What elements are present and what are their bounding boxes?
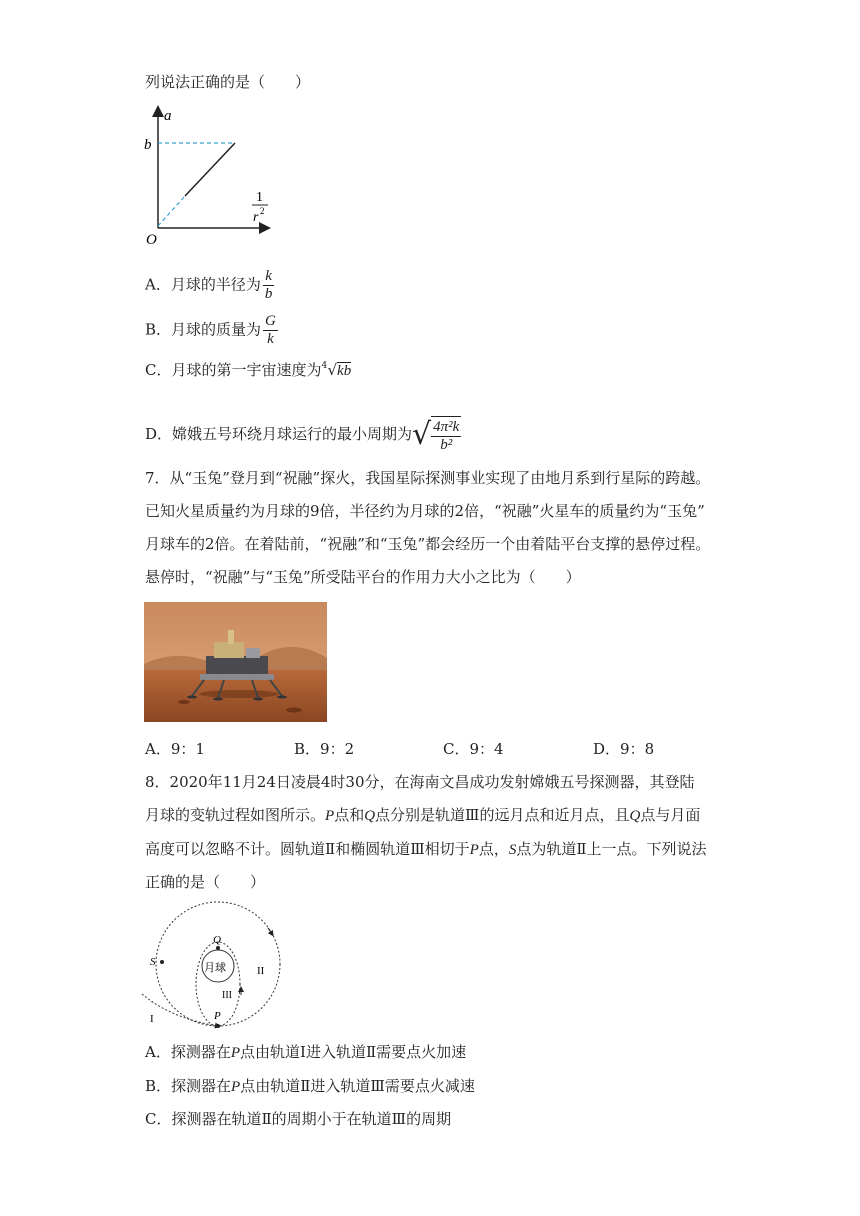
- b-label: b: [144, 137, 152, 153]
- origin-label: O: [146, 232, 157, 248]
- q7-line-2: 已知火星质量约为月球的9倍，半径约为月球的2倍，“祝融”火星车的质量约为“玉兔”: [145, 502, 705, 520]
- mars-rover-photo: [144, 602, 327, 722]
- orbit-ii-label: II: [257, 965, 265, 977]
- s-point-label: S: [150, 956, 156, 968]
- orbit-iii-label: III: [222, 990, 232, 1001]
- q6-stem-tail: 列说法正确的是（ ）: [145, 73, 311, 91]
- q8-line-1: 8．2020年11月24日凌晨4时30分，在海南文昌成功发射嫦娥五号探测器，其登陆: [145, 773, 695, 791]
- moon-label: 月球: [204, 962, 226, 974]
- graph-dashed-extension: [158, 196, 185, 226]
- x-label-numerator: 1: [256, 190, 263, 205]
- q8-line-4: 正确的是（ ）: [145, 873, 266, 891]
- q6-option-d: D．嫦娥五号环绕月球运行的最小周期为 √ $\frac{\text{4π²k}}{\text{b²}}$: [145, 417, 460, 453]
- q8-option-a: A．探测器在P点由轨道Ⅰ进入轨道Ⅱ需要点火加速: [145, 1043, 467, 1061]
- q8-option-c: C．探测器在轨道Ⅱ的周期小于在轨道Ⅲ的周期: [145, 1110, 452, 1128]
- q7-choice-b: B．9：2: [294, 740, 355, 758]
- q8-line-2: 月球的变轨过程如图所示。P点和Q点分别是轨道Ⅲ的远月点和近月点，且Q点与月面: [145, 806, 701, 824]
- q6-option-a: A．月球的半径为 $\frac{k}{b}$: [145, 268, 273, 302]
- q7-choice-d: D．9：8: [593, 740, 655, 758]
- q7-line-1: 7．从“玉兔”登月到“祝融”探火，我国星际探测事业实现了由地月系到行星际的跨越。: [145, 469, 711, 487]
- orbit-transfer-diagram: [140, 900, 290, 1030]
- q6-option-c: C．月球的第一宇宙速度为 4 √kb: [145, 361, 352, 379]
- q8-line-3: 高度可以忽略不计。圆轨道Ⅱ和椭圆轨道Ⅲ相切于P点，S点为轨道Ⅱ上一点。下列说法: [145, 840, 707, 858]
- q7-line-3: 月球车的2倍。在着陆前，“祝融”和“玉兔”都会经历一个由着陆平台支撑的悬停过程。: [145, 535, 711, 553]
- q7-choice-c: C．9：4: [443, 740, 504, 758]
- graph-solid-line: [185, 143, 235, 196]
- q-point-label: Q: [213, 934, 221, 946]
- p-point-label: P: [214, 1010, 221, 1022]
- orbit-i-label: I: [150, 1013, 154, 1025]
- q6-option-b: B．月球的质量为 $\frac{G}{k}$: [145, 313, 276, 347]
- a-vs-inverse-r2-graph: [140, 100, 280, 250]
- q8-option-b: B．探测器在P点由轨道Ⅱ进入轨道Ⅲ需要点火减速: [145, 1077, 475, 1095]
- y-axis-label: a: [164, 108, 172, 124]
- q7-choice-a: A．9：1: [145, 740, 205, 758]
- q7-line-4: 悬停时，“祝融”与“玉兔”所受陆平台的作用力大小之比为（ ）: [145, 568, 581, 586]
- svg-text:2: 2: [260, 206, 265, 216]
- x-label-denominator: r: [253, 210, 259, 225]
